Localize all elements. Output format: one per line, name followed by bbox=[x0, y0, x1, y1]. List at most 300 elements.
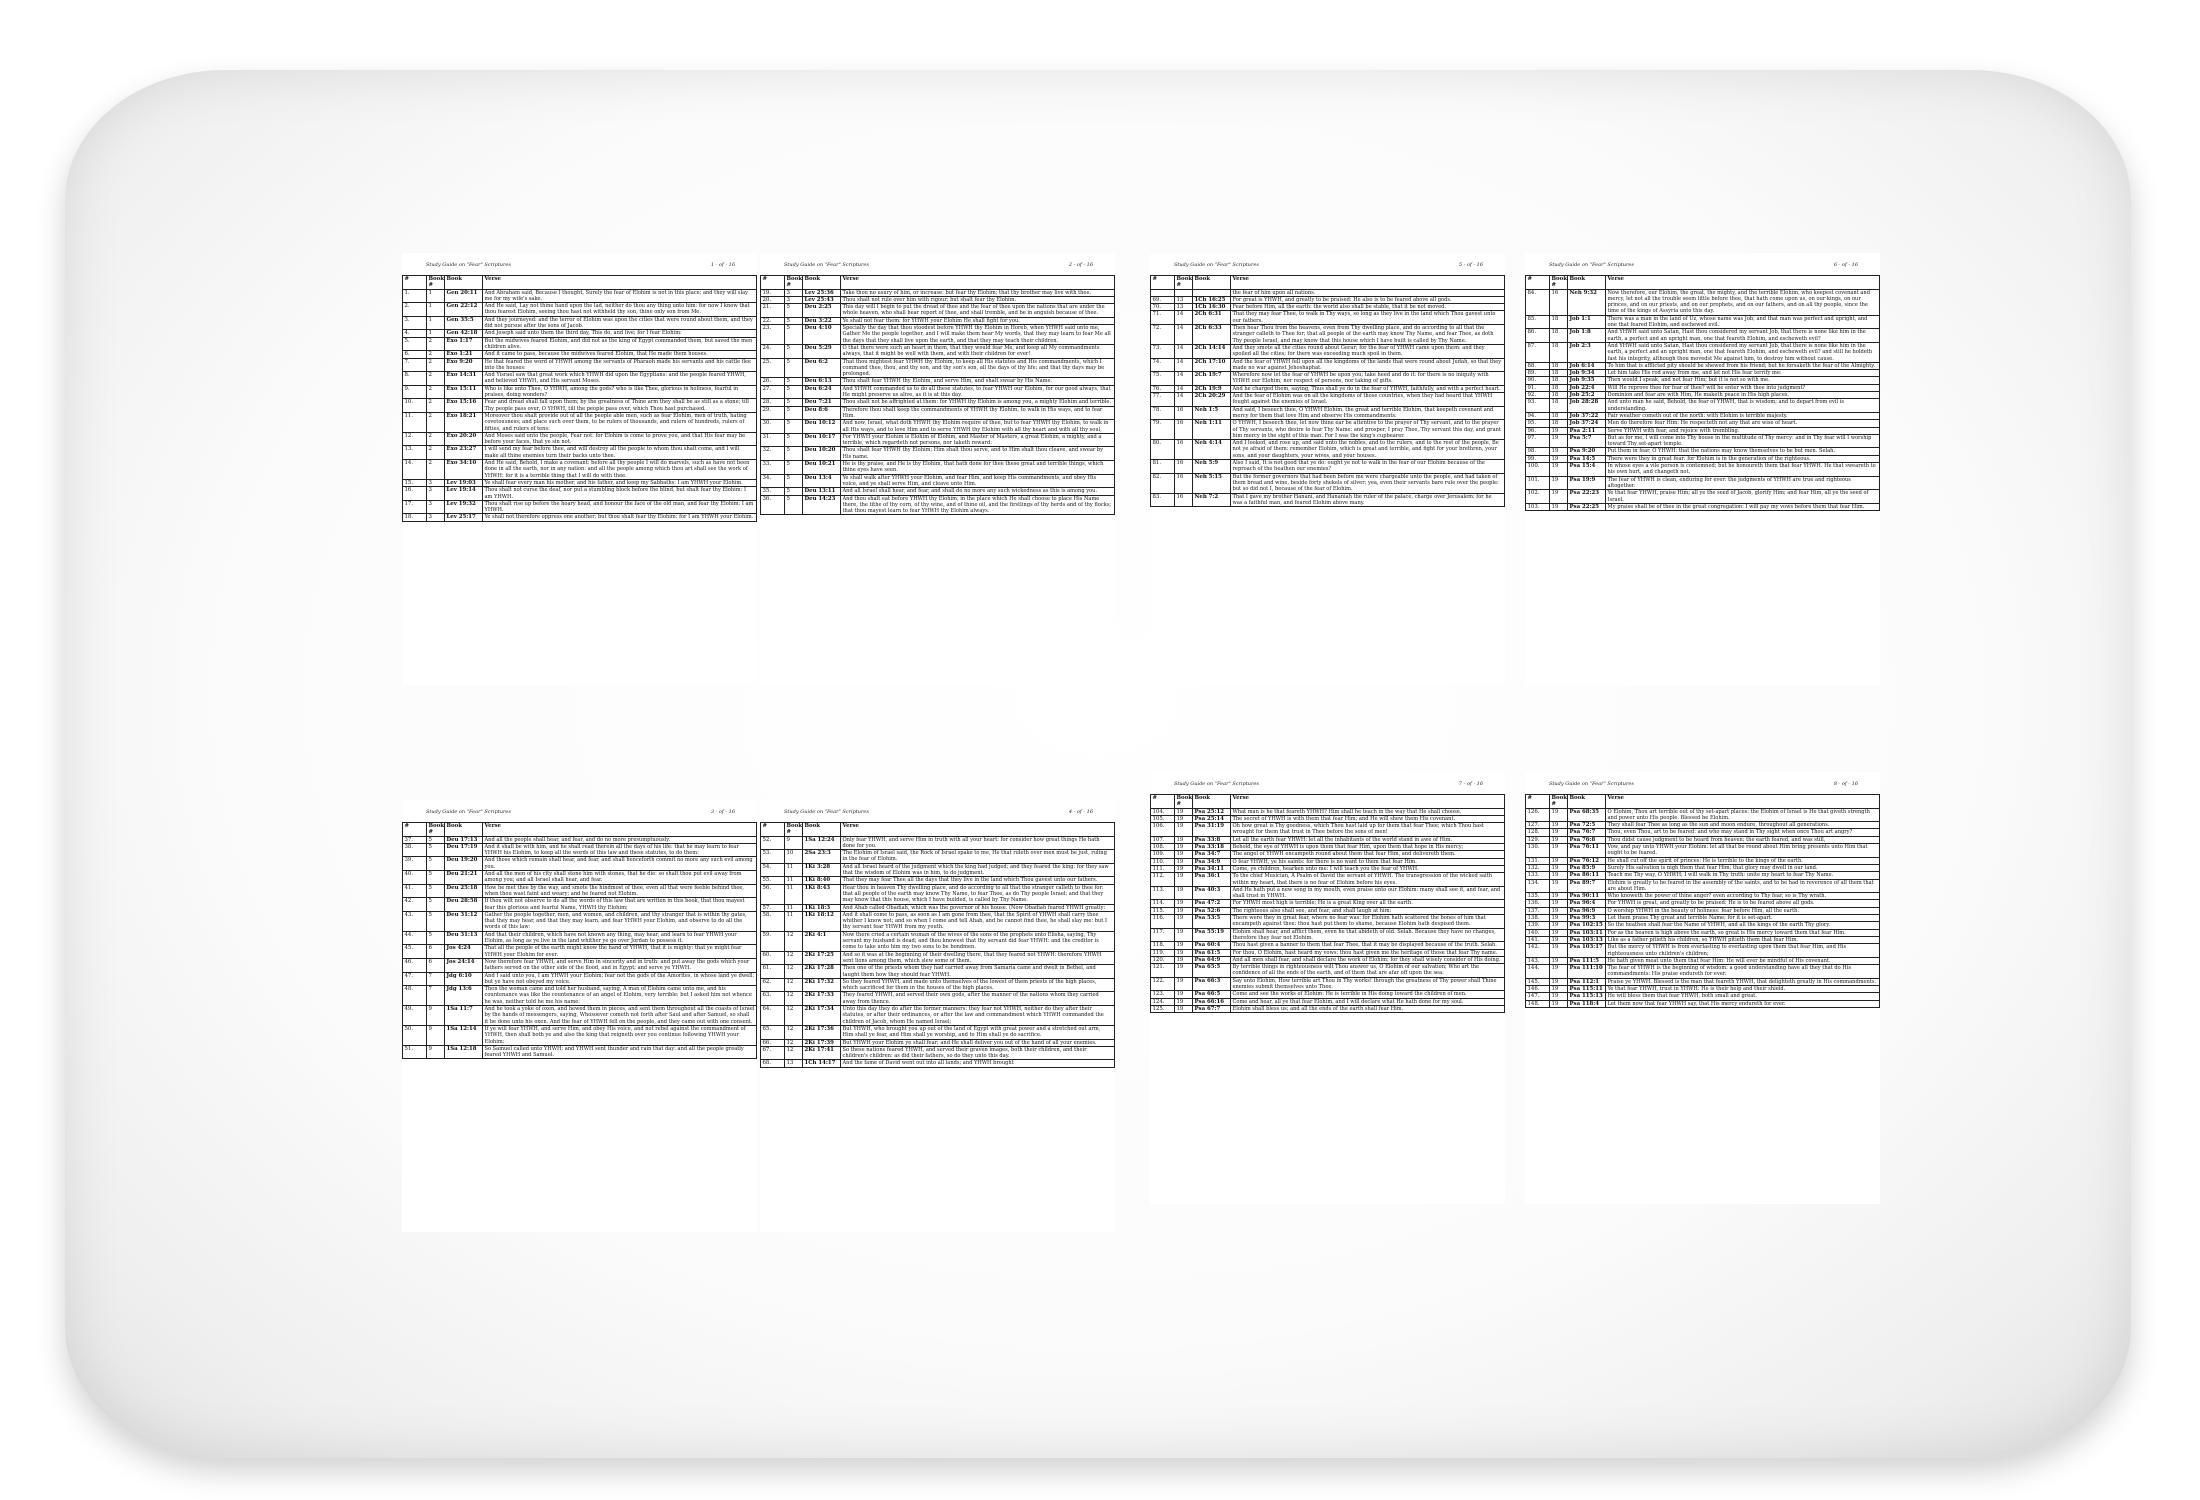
verse-number: 82. bbox=[1151, 473, 1175, 493]
book-number: 11 bbox=[785, 863, 803, 877]
verse-text: That thou mightest fear YHWH thy Elohim, to keep all His statutes and His commandments, which I command thee, thou, and thy son, and thy son's son, all the days of thy life; and that thy days may be prolonged. bbox=[841, 358, 1115, 378]
table-row bbox=[1526, 922, 1880, 929]
table-header-row bbox=[403, 823, 757, 837]
table-row bbox=[1526, 879, 1880, 893]
verse-reference: Deu 21:21 bbox=[445, 871, 483, 885]
table-row bbox=[761, 931, 1115, 951]
table-row bbox=[1151, 372, 1505, 386]
verse-number: 106. bbox=[1151, 823, 1175, 837]
book-number bbox=[1175, 289, 1193, 296]
verse-number: 116. bbox=[1151, 915, 1175, 929]
verse-reference: Psa 103:13 bbox=[1568, 936, 1606, 943]
table-row bbox=[1151, 956, 1505, 963]
verse-reference: Psa 90:11 bbox=[1568, 893, 1606, 900]
table-row bbox=[1526, 993, 1880, 1000]
table-row bbox=[761, 850, 1115, 864]
book-number: 16 bbox=[1550, 289, 1568, 315]
verse-text: And He said, Behold, I make a covenant: before all thy people I will do marvels, such as have not been done in all the earth, nor in any nation: and all the people among which thou art shall see the work of YHWH: for it is a terrible thing that I will do with thee. bbox=[483, 460, 757, 480]
verse-number: 64. bbox=[761, 1006, 785, 1026]
book-number: 13 bbox=[1175, 296, 1193, 303]
verse-text: And all the people shall hear, and fear, and do no more presumptuously. bbox=[483, 836, 757, 843]
verse-reference: Psa 64:9 bbox=[1193, 956, 1231, 963]
verse-number: 24. bbox=[761, 344, 785, 358]
table-row bbox=[1526, 427, 1880, 434]
verse-number: 110. bbox=[1151, 858, 1175, 865]
verse-number: 143. bbox=[1526, 957, 1550, 964]
verse-number: 36. bbox=[761, 495, 785, 515]
book-number: 19 bbox=[1550, 986, 1568, 993]
book-number: 16 bbox=[1175, 460, 1193, 474]
verse-number: 57. bbox=[761, 904, 785, 911]
book-number: 5 bbox=[785, 358, 803, 378]
verse-text: And it came to pass, because the midwives feared Elohim, that He made them houses. bbox=[483, 351, 757, 358]
verse-number: 144. bbox=[1526, 965, 1550, 979]
column-header-verse: Verse bbox=[841, 276, 1115, 290]
verse-reference: Deu 31:13 bbox=[445, 931, 483, 945]
table-row bbox=[1526, 978, 1880, 985]
book-number: 7 bbox=[427, 972, 445, 986]
verse-text: The righteous also shall see, and fear, and shall laugh at him: bbox=[1231, 907, 1505, 914]
verse-text: That they may fear Thee all the days that they live in the land which Thou gavest unto our fathers. bbox=[841, 877, 1115, 884]
verse-number: 93. bbox=[1526, 399, 1550, 413]
verse-number: 117. bbox=[1151, 928, 1175, 942]
verse-text: And said, I beseech thee, O YHWH Elohim, the great and terrible Elohim, that keepeth covenant and mercy for them that love Him and observe His commandments: bbox=[1231, 406, 1505, 420]
verse-number: 122. bbox=[1151, 977, 1175, 991]
scripture-page bbox=[1150, 772, 1505, 1204]
page-number: 4 - of - 16 bbox=[1068, 809, 1093, 815]
book-number: 12 bbox=[785, 1006, 803, 1026]
verse-text: There was a man in the land of Uz, whose name was Job; and that man was perfect and upright, and one that feared Elohim, and eschewed evil. bbox=[1606, 315, 1880, 329]
verse-reference: 2Ch 6:33 bbox=[1193, 325, 1231, 345]
table-row bbox=[1151, 915, 1505, 929]
verse-reference: Psa 66:5 bbox=[1193, 991, 1231, 998]
verse-reference: 1Sa 12:18 bbox=[445, 1045, 483, 1059]
verse-reference: 1Ki 18:12 bbox=[803, 911, 841, 931]
page-number: 3 - of - 16 bbox=[710, 809, 735, 815]
scripture-page bbox=[1525, 772, 1880, 1204]
verse-reference: Psa 66:16 bbox=[1193, 998, 1231, 1005]
verse-text: Thou shalt fear YHWH thy Elohim; Him shalt thou serve, and to Him shalt thou cleave, and swear by His name. bbox=[841, 447, 1115, 461]
verse-reference: 1Ch 16:25 bbox=[1193, 296, 1231, 303]
verse-reference: Psa 111:5 bbox=[1568, 957, 1606, 964]
verse-text: O Elohim, Thou art terrible out of thy set-apart places: the Elohim of Israel is He that giveth strength and power unto His people. Blessed be Elohim. bbox=[1606, 808, 1880, 822]
verse-reference: Exo 1:17 bbox=[445, 337, 483, 351]
verse-number: 105. bbox=[1151, 815, 1175, 822]
verse-reference: Deu 2:25 bbox=[803, 304, 841, 318]
verse-number: 127. bbox=[1526, 822, 1550, 829]
book-number: 18 bbox=[1550, 392, 1568, 399]
page-header-title: Study Guide on "Fear" Scriptures bbox=[426, 809, 511, 815]
table-row bbox=[1151, 858, 1505, 865]
verse-reference: Exo 1:21 bbox=[445, 351, 483, 358]
book-number: 19 bbox=[1550, 879, 1568, 893]
book-number: 5 bbox=[785, 488, 803, 495]
table-row bbox=[761, 1025, 1115, 1039]
verse-number: 103. bbox=[1526, 503, 1550, 510]
table-row bbox=[761, 461, 1115, 475]
table-row bbox=[1151, 440, 1505, 460]
book-number: 9 bbox=[785, 836, 803, 850]
table-row bbox=[761, 317, 1115, 324]
verse-reference: Psa 9:20 bbox=[1568, 448, 1606, 455]
table-row bbox=[761, 378, 1115, 385]
verse-number: 13. bbox=[403, 446, 427, 460]
book-number: 9 bbox=[427, 1045, 445, 1059]
table-row bbox=[1526, 399, 1880, 413]
table-row bbox=[1151, 851, 1505, 858]
verse-reference: Lev 19:14 bbox=[445, 487, 483, 501]
table-header-row bbox=[761, 823, 1115, 837]
book-number: 18 bbox=[1550, 384, 1568, 391]
verse-number: 49. bbox=[403, 1006, 427, 1026]
table-row bbox=[403, 500, 757, 514]
verse-text: He shall cut off the spirit of princes: He is terrible to the kings of the earth. bbox=[1606, 857, 1880, 864]
verse-number: 109. bbox=[1151, 851, 1175, 858]
verse-number: 23. bbox=[761, 325, 785, 345]
verse-number: 124. bbox=[1151, 998, 1175, 1005]
verse-text: Behold, the eye of YHWH is upon them that fear Him, upon them that hope in His mercy; bbox=[1231, 844, 1505, 851]
verse-text: And those which remain shall hear, and fear, and shall henceforth commit no more any such evil among you. bbox=[483, 857, 757, 871]
page-header-title: Study Guide on "Fear" Scriptures bbox=[1549, 781, 1634, 787]
verse-number: 11. bbox=[403, 412, 427, 432]
verse-reference: 2Ki 17:33 bbox=[803, 992, 841, 1006]
verse-reference: Psa 5:7 bbox=[1568, 434, 1606, 448]
book-number: 16 bbox=[1175, 420, 1193, 440]
book-number: 10 bbox=[785, 850, 803, 864]
table-row bbox=[761, 385, 1115, 399]
table-row bbox=[761, 884, 1115, 904]
verse-reference: 1Sa 11:7 bbox=[445, 1006, 483, 1026]
verse-number: 59. bbox=[761, 931, 785, 951]
table-row bbox=[403, 412, 757, 432]
verse-number: 43. bbox=[403, 911, 427, 931]
verse-reference: Psa 99:3 bbox=[1568, 915, 1606, 922]
column-header-number: # bbox=[761, 823, 785, 837]
verse-number: 46. bbox=[403, 958, 427, 972]
verse-number: 60. bbox=[761, 951, 785, 965]
verse-reference: Jdg 13:6 bbox=[445, 986, 483, 1006]
verse-number: 107. bbox=[1151, 836, 1175, 843]
table-row bbox=[403, 479, 757, 486]
verse-text: Vow, and pay unto YHWH your Elohim: let all that be round about Him bring presents unto Him that ought to be feared. bbox=[1606, 844, 1880, 858]
verse-reference: Psa 19:9 bbox=[1568, 476, 1606, 490]
verse-text: My praise shall be of thee in the great congregation: I will pay my vows before them that fear Him. bbox=[1606, 503, 1880, 510]
verse-number: 12. bbox=[403, 432, 427, 446]
verse-reference: Exo 20:20 bbox=[445, 432, 483, 446]
verse-text: Thou hast given a banner to them that fear Thee, that it may be displayed because of the truth. Selah. bbox=[1231, 942, 1505, 949]
table-row bbox=[403, 446, 757, 460]
book-number: 3 bbox=[785, 296, 803, 303]
table-header-row bbox=[1151, 276, 1505, 290]
book-number: 11 bbox=[785, 877, 803, 884]
verse-number: 91. bbox=[1526, 384, 1550, 391]
table-row bbox=[403, 432, 757, 446]
verse-reference: 2Ch 19:7 bbox=[1193, 372, 1231, 386]
verse-reference: Psa 34:9 bbox=[1193, 858, 1231, 865]
book-number: 14 bbox=[1175, 325, 1193, 345]
verse-reference: Neh 1:5 bbox=[1193, 406, 1231, 420]
verse-text: But YHWH, who brought you up out of the land of Egypt with great power and a stretched out arm, Him shall ye fear, and Him shall ye worship, and to Him shall ye do sacrifice. bbox=[841, 1025, 1115, 1039]
verse-text: And YHWH said unto Satan, Hast thou considered my servant Job, that there is none like him in the earth, a perfect and an upright man, one that feareth Elohim, and escheweth evil? and still he holdeth fast his integrity, although thou movedst Me against him, to destroy him without cause. bbox=[1606, 342, 1880, 362]
table-row bbox=[403, 911, 757, 931]
book-number: 19 bbox=[1550, 922, 1568, 929]
table-row bbox=[1151, 393, 1505, 407]
table-row bbox=[1526, 900, 1880, 907]
table-row bbox=[1526, 412, 1880, 419]
book-number: 19 bbox=[1175, 907, 1193, 914]
table-row bbox=[1151, 493, 1505, 507]
verse-text: I will send my fear before thee, and will destroy all the people to whom thou shalt come, and I will make all thine enemies turn their backs unto thee. bbox=[483, 446, 757, 460]
verse-text: And I said unto you, I am YHWH your Elohim; fear not the gods of the Amorites, in whose land ye dwell: but ye have not obeyed my voice. bbox=[483, 972, 757, 986]
verse-text: For YHWH most high is terrible; He is a great King over all the earth. bbox=[1231, 900, 1505, 907]
verse-text: Come and hear, all ye that fear Elohim, and I will declare what He hath done for my soul. bbox=[1231, 998, 1505, 1005]
table-row bbox=[1151, 998, 1505, 1005]
table-row bbox=[1526, 965, 1880, 979]
book-number: 19 bbox=[1550, 476, 1568, 490]
verse-reference: Deu 17:19 bbox=[445, 843, 483, 857]
column-header-number: # bbox=[1526, 276, 1550, 290]
table-row bbox=[761, 1006, 1115, 1026]
verse-text: Ye shall not therefore oppress one another; but thou shalt fear thy Elohim: for I am YHWH your Elohim. bbox=[483, 514, 757, 521]
verse-text: Let him take His rod away from me, and let not His fear terrify me: bbox=[1606, 370, 1880, 377]
table-row bbox=[1526, 392, 1880, 399]
verse-reference: Psa 61:5 bbox=[1193, 949, 1231, 956]
verse-text: And all Israel shall hear, and fear, and shall do no more any such wickedness as this is among you. bbox=[841, 488, 1115, 495]
verse-number: 26. bbox=[761, 378, 785, 385]
verse-number: 101. bbox=[1526, 476, 1550, 490]
book-number: 18 bbox=[1550, 362, 1568, 369]
verse-number: 8. bbox=[403, 372, 427, 386]
verse-reference: Deu 28:58 bbox=[445, 898, 483, 912]
table-row bbox=[1526, 808, 1880, 822]
verse-table bbox=[1525, 275, 1880, 511]
scripture-page bbox=[760, 800, 1115, 1232]
book-number: 18 bbox=[1550, 420, 1568, 427]
verse-text: Thou shalt not curse the deaf, nor put a stumbling block before the blind, but shalt fear thy Elohim: I am YHWH. bbox=[483, 487, 757, 501]
verse-reference: 1Ki 18:3 bbox=[803, 904, 841, 911]
verse-text: O YHWH, I beseech thee, let now thine ear be attentive to the prayer of Thy servant, and to the prayer of Thy servants, who desire to fear Thy Name: and prosper, I pray Thee, Thy servant this day, and grant him mercy in the sight of this man. For I was the king's cupbearer. bbox=[1231, 420, 1505, 440]
book-number: 7 bbox=[427, 986, 445, 1006]
verse-number: 51. bbox=[403, 1045, 427, 1059]
verse-text: And it shall be with him, and he shall read therein all the days of his life: that he may learn to fear YHWH his Elohim, to keep all the words of this law and these statutes, to do them: bbox=[483, 843, 757, 857]
book-number: 19 bbox=[1550, 1000, 1568, 1007]
book-number: 19 bbox=[1550, 893, 1568, 900]
book-number: 2 bbox=[427, 432, 445, 446]
column-header-verse: Verse bbox=[483, 276, 757, 290]
table-row bbox=[1526, 829, 1880, 836]
table-row bbox=[1526, 986, 1880, 993]
verse-text: For great is YHWH, and greatly to be praised: He also is to be feared above all gods. bbox=[1231, 296, 1505, 303]
table-row bbox=[761, 1039, 1115, 1046]
verse-reference: 2Ch 14:14 bbox=[1193, 344, 1231, 358]
verse-text: The secret of YHWH is with them that fear Him; and He will shew them His covenant. bbox=[1231, 815, 1505, 822]
table-row bbox=[761, 904, 1115, 911]
table-row bbox=[403, 372, 757, 386]
verse-reference: Psa 47:2 bbox=[1193, 900, 1231, 907]
verse-reference: Psa 102:15 bbox=[1568, 922, 1606, 929]
verse-reference: Deu 6:2 bbox=[803, 358, 841, 378]
verse-number: 44. bbox=[403, 931, 427, 945]
table-header-row bbox=[1526, 276, 1880, 290]
verse-text: That they may fear Thee, to walk in Thy ways, so long as they live in the land which Thou gavest unto our fathers. bbox=[1231, 311, 1505, 325]
table-row bbox=[1151, 473, 1505, 493]
verse-number: 141. bbox=[1526, 936, 1550, 943]
book-number: 19 bbox=[1550, 957, 1568, 964]
verse-reference: Psa 76:11 bbox=[1568, 844, 1606, 858]
verse-number: 112. bbox=[1151, 873, 1175, 887]
verse-number: 18. bbox=[403, 514, 427, 521]
verse-reference: 2Ki 17:25 bbox=[803, 951, 841, 965]
verse-text: And they smote all the cities round about Gerar; for the fear of YHWH came upon them: and they spoiled all the cities; for there was exceeding much spoil in them. bbox=[1231, 344, 1505, 358]
page-header-title: Study Guide on "Fear" Scriptures bbox=[426, 262, 511, 268]
verse-number: 81. bbox=[1151, 460, 1175, 474]
verse-number: 123. bbox=[1151, 991, 1175, 998]
verse-number: 72. bbox=[1151, 325, 1175, 345]
book-number: 5 bbox=[427, 898, 445, 912]
verse-text: Gather the people together, men, and women, and children, and thy stranger that is within thy gates, that they may hear, and that they may learn, and fear YHWH your Elohim, and observe to do all the words of this law: bbox=[483, 911, 757, 931]
verse-text: Let them praise Thy great and terrible Name; for it is set-apart. bbox=[1606, 915, 1880, 922]
column-header-number: # bbox=[1526, 795, 1550, 809]
verse-text: So Samuel called unto YHWH; and YHWH sent thunder and rain that day: and all the people greatly feared YHWH and Samuel. bbox=[483, 1045, 757, 1059]
book-number: 19 bbox=[1550, 944, 1568, 958]
verse-reference: 2Ki 17:39 bbox=[803, 1039, 841, 1046]
book-number: 14 bbox=[1175, 311, 1193, 325]
verse-text: Put them in fear, O YHWH: that the nations may know themselves to be but men. Selah. bbox=[1606, 448, 1880, 455]
verse-reference: Job 2:3 bbox=[1568, 342, 1606, 362]
page-header bbox=[760, 253, 1115, 275]
table-row bbox=[1151, 311, 1505, 325]
verse-text: Fear and dread shall fall upon them; by the greatness of Thine arm they shall be as still as a stone; till Thy people pass over, O YHWH, till the people pass over, which Thou hast purchased. bbox=[483, 399, 757, 413]
verse-reference: Deu 25:18 bbox=[445, 884, 483, 898]
book-number: 19 bbox=[1550, 965, 1568, 979]
table-row bbox=[761, 433, 1115, 447]
verse-text: O worship YHWH in the beauty of holiness: fear before Him, all the earth. bbox=[1606, 907, 1880, 914]
verse-reference: 2Ki 17:28 bbox=[803, 965, 841, 979]
verse-reference: Deu 10:20 bbox=[803, 447, 841, 461]
book-number: 2 bbox=[427, 372, 445, 386]
book-number: 19 bbox=[1550, 929, 1568, 936]
table-row bbox=[761, 406, 1115, 420]
table-row bbox=[1526, 957, 1880, 964]
book-number: 5 bbox=[785, 378, 803, 385]
verse-number: 4. bbox=[403, 330, 427, 337]
page-number: 7 - of - 16 bbox=[1458, 781, 1483, 787]
verse-text: Then would I speak, and not fear Him; but it is not so with me. bbox=[1606, 377, 1880, 384]
book-number: 5 bbox=[785, 461, 803, 475]
book-number: 12 bbox=[785, 931, 803, 951]
book-number: 13 bbox=[1175, 304, 1193, 311]
verse-text: Ye shall walk after YHWH your Elohim, and fear Him, and keep His commandments, and obey His voice, and ye shall serve Him, and cleave unto Him. bbox=[841, 474, 1115, 488]
book-number: 11 bbox=[785, 884, 803, 904]
verse-number: 95. bbox=[1526, 420, 1550, 427]
book-number: 19 bbox=[1175, 873, 1193, 887]
verse-text: For YHWH is great, and greatly to be praised: He is to be feared above all gods. bbox=[1606, 900, 1880, 907]
book-number: 12 bbox=[785, 1025, 803, 1039]
page-header-title: Study Guide on "Fear" Scriptures bbox=[1549, 262, 1634, 268]
verse-text: Thou shalt rise up before the hoary head, and honour the face of the old man, and fear thy Elohim: I am YHWH. bbox=[483, 500, 757, 514]
verse-number: 115. bbox=[1151, 907, 1175, 914]
table-header-row bbox=[403, 276, 757, 290]
column-header-number: # bbox=[403, 276, 427, 290]
verse-number: 2. bbox=[403, 303, 427, 317]
book-number: 2 bbox=[427, 351, 445, 358]
table-row bbox=[1526, 362, 1880, 369]
column-header-book: Book bbox=[1568, 276, 1606, 290]
book-number: 2 bbox=[427, 358, 445, 372]
book-number: 16 bbox=[1175, 440, 1193, 460]
page-header bbox=[402, 253, 757, 275]
verse-text: Thou shalt fear YHWH thy Elohim, and serve Him, and shalt swear by His Name. bbox=[841, 378, 1115, 385]
book-number: 12 bbox=[785, 992, 803, 1006]
verse-text: Thou didst cause judgment to be heard from heaven; the earth feared, and was still, bbox=[1606, 836, 1880, 843]
verse-reference: Psa 86:11 bbox=[1568, 872, 1606, 879]
verse-number: 145. bbox=[1526, 978, 1550, 985]
book-number: 2 bbox=[427, 337, 445, 351]
verse-table bbox=[402, 822, 757, 1059]
page-header-title: Study Guide on "Fear" Scriptures bbox=[784, 809, 869, 815]
book-number: 19 bbox=[1175, 886, 1193, 900]
verse-table bbox=[760, 275, 1115, 515]
book-number: 3 bbox=[427, 500, 445, 514]
table-row bbox=[1526, 448, 1880, 455]
verse-text: To the chief Musician, A Psalm of David the servant of YHWH. The transgression of the wicked saith within my heart, that there is no fear of Elohim before his eyes. bbox=[1231, 873, 1505, 887]
verse-text: Will He reprove thee for fear of thee? will he enter with thee into judgment? bbox=[1606, 384, 1880, 391]
table-row bbox=[1526, 1000, 1880, 1007]
column-header-number: # bbox=[1151, 276, 1175, 290]
verse-text: And the fear of YHWH fell upon all the kingdoms of the lands that were round about Judah, so that they made no war against Jehoshaphat. bbox=[1231, 358, 1505, 372]
verse-reference: Deu 17:13 bbox=[445, 836, 483, 843]
book-number: 3 bbox=[427, 487, 445, 501]
verse-number: 134. bbox=[1526, 879, 1550, 893]
table-row bbox=[761, 863, 1115, 877]
verse-text: Hear thou in heaven Thy dwelling place, and do according to all that the stranger calleth to thee for: that all people of the earth may know Thy Name, to fear Thee, as do Thy people Israel; and that they may know that this house, which I have builded, is called by Thy Name. bbox=[841, 884, 1115, 904]
verse-number: 121. bbox=[1151, 964, 1175, 978]
verse-table bbox=[402, 275, 757, 522]
verse-text: O that there were such an heart in them, that they would fear Me, and keep all My commandments always, that it might be well with them, and with their children for ever! bbox=[841, 344, 1115, 358]
table-row bbox=[403, 514, 757, 521]
verse-number: 86. bbox=[1526, 329, 1550, 343]
verse-text: The fear of YHWH is the beginning of wisdom: a good understanding have all they that do His commandments: His praise endureth for ever. bbox=[1606, 965, 1880, 979]
column-header-book-number: Book # bbox=[786, 823, 802, 836]
book-number: 19 bbox=[1550, 900, 1568, 907]
verse-number: 77. bbox=[1151, 393, 1175, 407]
book-number: 19 bbox=[1550, 936, 1568, 943]
verse-text: Serve YHWH with fear, and rejoice with trembling. bbox=[1606, 427, 1880, 434]
verse-text: Ye that fear YHWH, trust in YHWH: He is their help and their shield. bbox=[1606, 986, 1880, 993]
table-row bbox=[403, 358, 757, 372]
verse-number: 53. bbox=[761, 850, 785, 864]
verse-text: How he met thee by the way, and smote the hindmost of thee, even all that were feeble behind thee, when thou wast faint and weary; and he feared not Elohim. bbox=[483, 884, 757, 898]
verse-text: Therefore thou shalt keep the commandments of YHWH thy Elohim, to walk in His ways, and to fear Him. bbox=[841, 406, 1115, 420]
verse-number: 71. bbox=[1151, 311, 1175, 325]
verse-number: 66. bbox=[761, 1039, 785, 1046]
column-header-verse: Verse bbox=[1231, 276, 1505, 290]
table-row bbox=[403, 351, 757, 358]
column-header-book-number: Book # bbox=[1176, 795, 1192, 808]
verse-reference: 2Ki 4:1 bbox=[803, 931, 841, 951]
column-header-verse: Verse bbox=[1606, 795, 1880, 809]
verse-reference: Psa 52:6 bbox=[1193, 907, 1231, 914]
verse-reference: Job 6:14 bbox=[1568, 362, 1606, 369]
verse-number: 45. bbox=[403, 945, 427, 959]
verse-text: The fear of YHWH is clean, enduring for ever: the judgments of YHWH are true and righteous altogether. bbox=[1606, 476, 1880, 490]
verse-text: And so it was at the beginning of their dwelling there, that they feared not YHWH: therefore YHWH sent lions among them, which slew some of them. bbox=[841, 951, 1115, 965]
verse-reference: Psa 65:5 bbox=[1193, 964, 1231, 978]
table-row bbox=[1526, 864, 1880, 871]
verse-number: 33. bbox=[761, 461, 785, 475]
table-row bbox=[403, 1006, 757, 1026]
verse-text: Ye shall fear every man his mother, and his father, and keep my Sabbaths: I am YHWH your Elohim. bbox=[483, 479, 757, 486]
